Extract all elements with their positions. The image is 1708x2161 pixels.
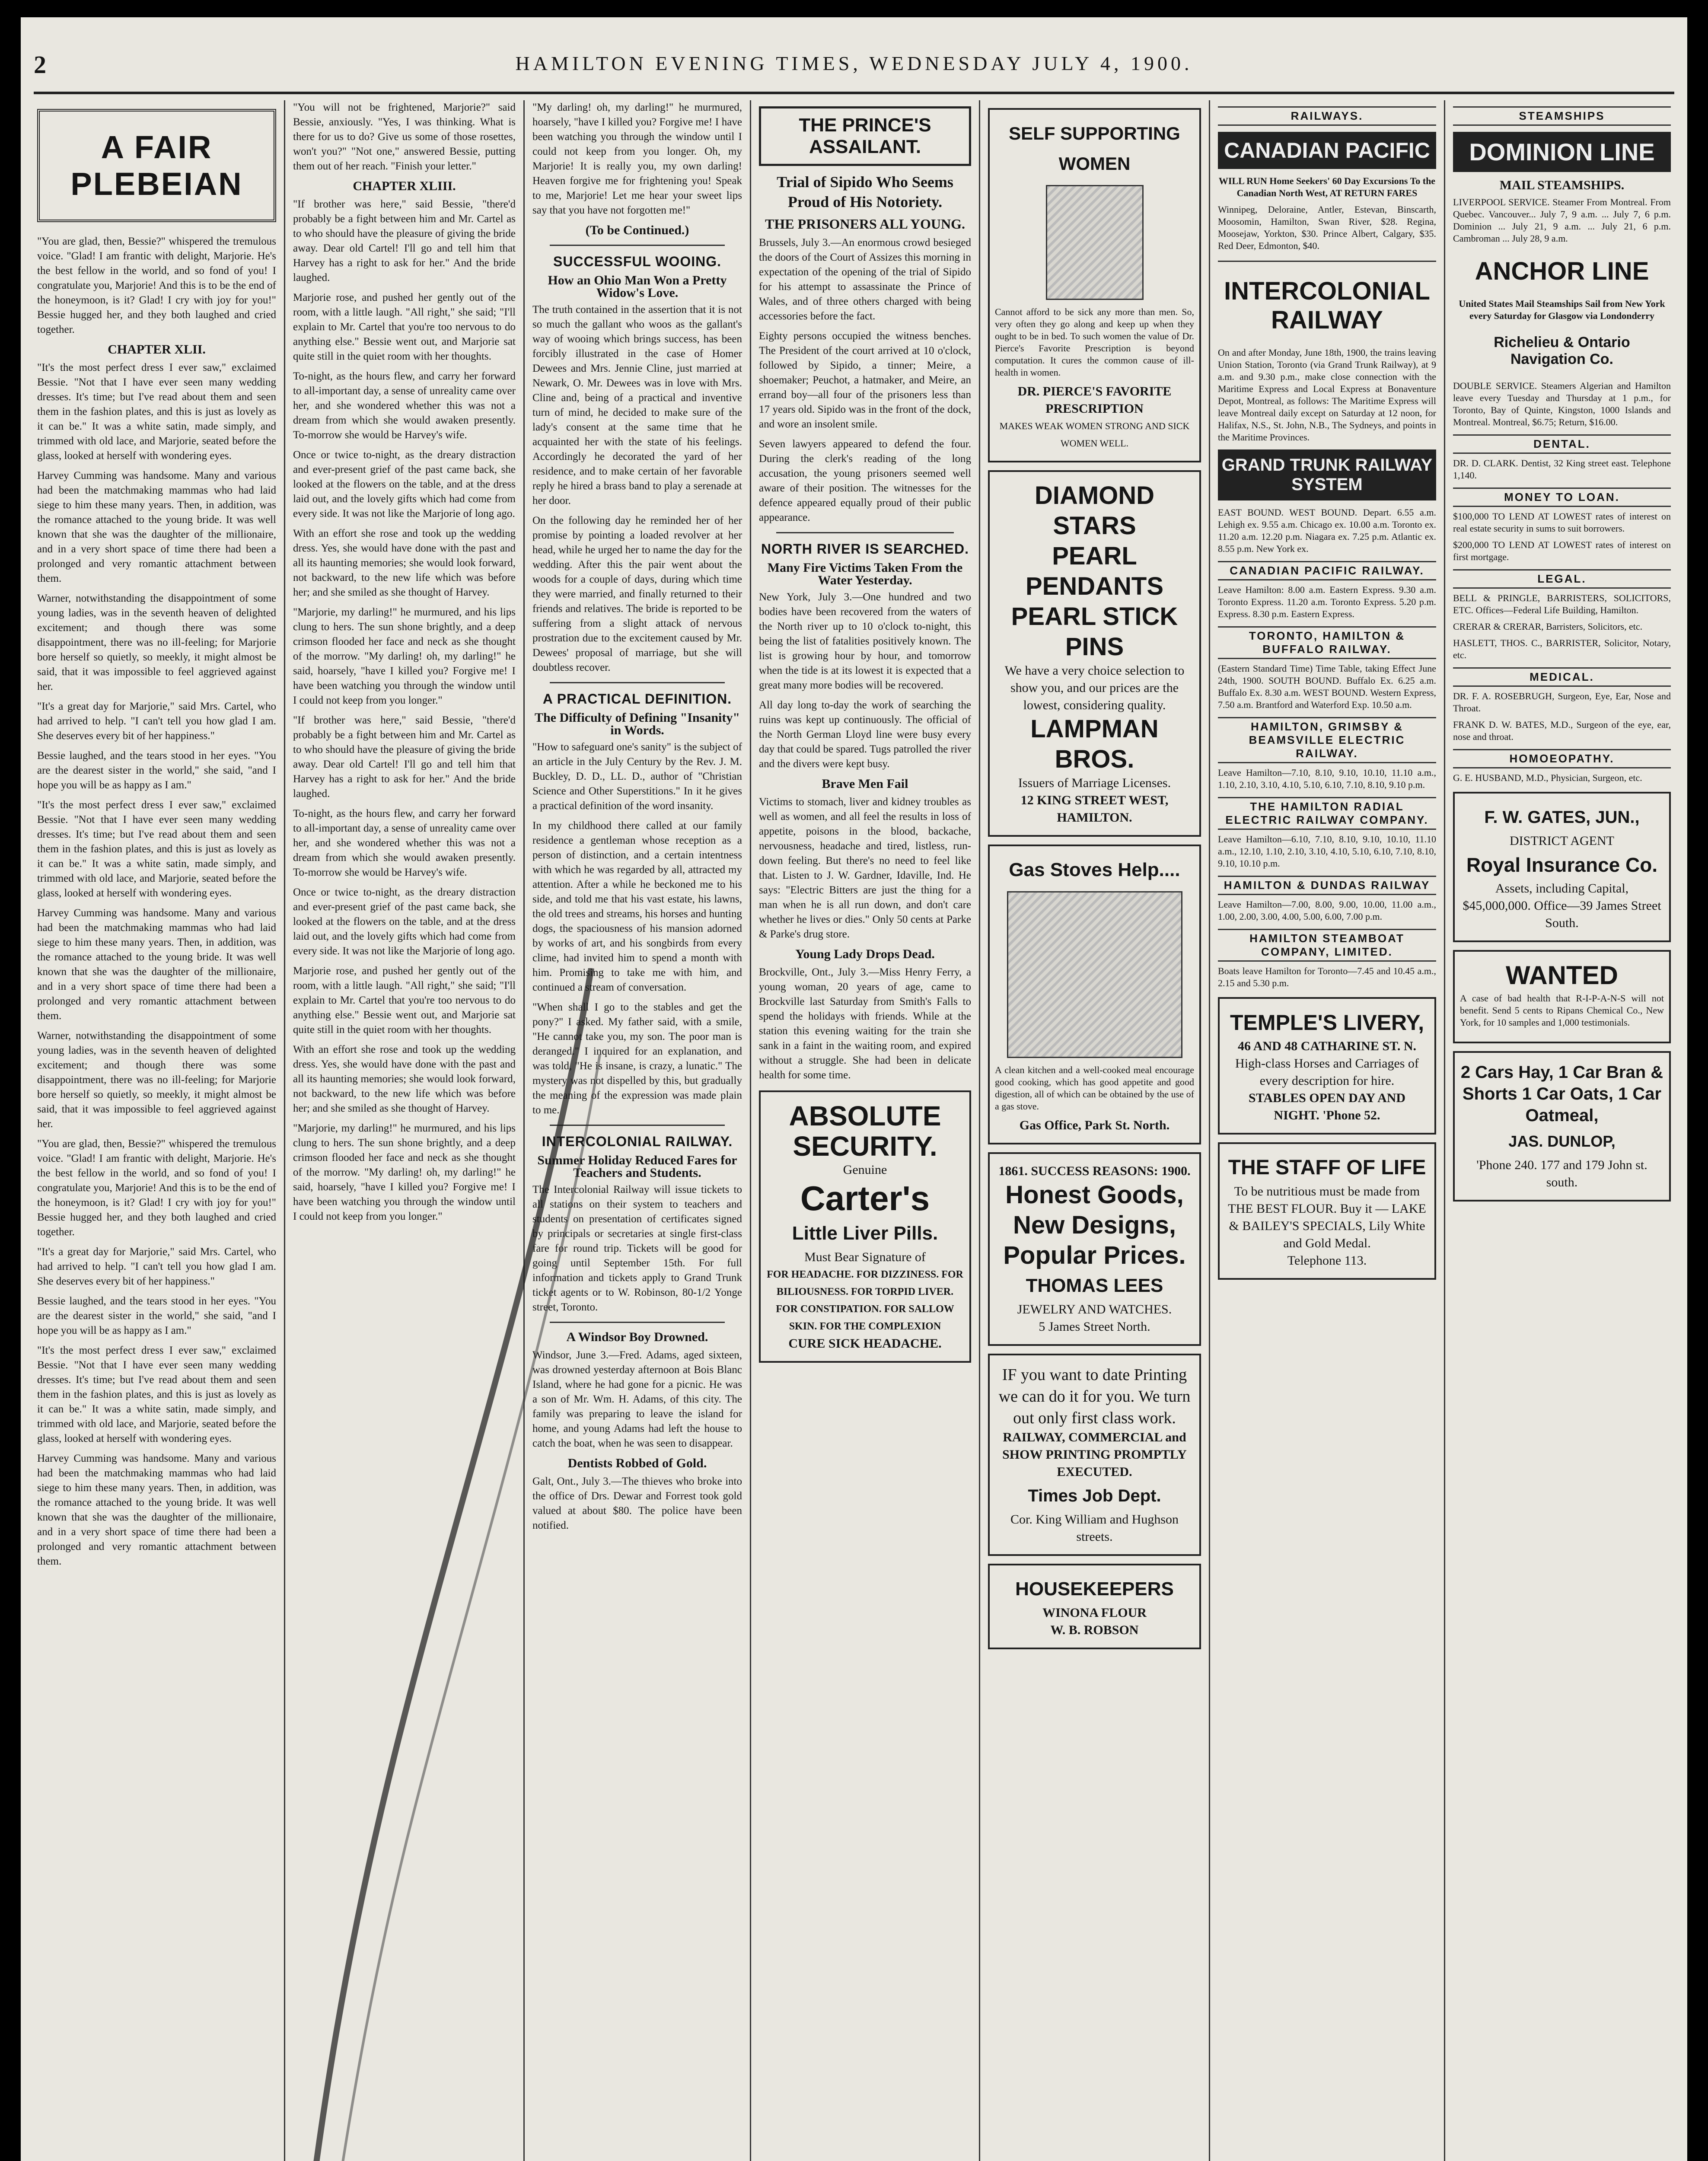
ad-title: HOUSEKEEPERS [1015,1578,1174,1600]
column-6 [1210,100,1445,2161]
listing: DOUBLE SERVICE. Steamers Algerian and Hamilton leave every Tuesday and Thursday at 1 p.m., for Toronto, Bay of Quinte, Kingston, 1000 Islands and Montreal. Montreal, $6.75; Return, $16.00. [1453,380,1671,427]
to-be-continued: (To be Continued.) [585,223,689,237]
article-subhead: THE PRISONERS ALL YOUNG. [765,216,965,232]
woman-illustration-icon [1046,185,1144,300]
paragraph: "If brother was here," said Bessie, "there'd probably be a fight between him and Mr. Cartel as to who should have the pleasure of giving the bride away. Dear old Cartel! I'll go and tell him that Harvey has a right to ask for her." And the bride laughed. [293,198,516,284]
ad-years: 1861. SUCCESS REASONS: 1900. [998,1164,1191,1178]
listing: Winnipeg, Deloraine, Antler, Estevan, Binscarth, Moosomin, Hamilton, Swan River, $28. Regina, Moosejaw, Yorkton, $30. Prince Albert, Calgary, $35. Red Deer, Edmonton, $40. [1218,204,1436,251]
royal-insurance-ad [1453,792,1671,942]
ad-line: Must Bear Signature of [804,1250,926,1264]
winona-flour-ad [988,1564,1201,1649]
paragraph: In my childhood there called at our family residence a gentleman whose reception as a person of distinction, and a certain intentness with which he was regarded by all, attracted my attention. After a while he beckoned me to his side, and told me that his vast estate, his lawns, the old trees and streams, his horses and hunting dogs, the spaciousness of his mansion adorned by works of art, and his songbirds from every clime, had invited him to spend a month with him. Promising to take me with him, and continued a stream of conversation. [532,820,742,993]
listing: BELL & PRINGLE, BARRISTERS, SOLICITORS, ETC. Offices—Federal Life Building, Hamilton. [1453,593,1671,615]
paragraph: Once or twice to-night, as the dreary distraction and ever-present grief of the past came back, she looked at the flowers on the table, and at the dress laid out, and the lovely gifts which had come from every side. It was not like the Marjorie of long ago. [293,449,516,520]
divider [550,682,725,683]
listing: Leave Hamilton—7.10, 8.10, 9.10, 10.10, 11.10 a.m., 1.10, 2.10, 3.10, 4.10, 5.10, 6.10, 7.10, 8.10, 9.10 p.m. [1218,767,1436,790]
paragraph: Harvey Cumming was handsome. Many and various had been the matchmaking mammas who had laid siege to him these many years. Then, in addition, was the romance attached to the young bride. It was well known that she was the daughter of the millionaire, and in a very short space of time there had been a prolonged and very romantic attachment between them. [37,470,276,584]
temples-livery-ad [1218,997,1436,1135]
times-printing-ad [988,1354,1201,1556]
column-4 [751,100,980,2161]
article-subhead: Many Fire Victims Taken From the Water Yesterday. [767,561,963,587]
listing: United States Mail Steamships Sail from New York every Saturday for Glasgow via Londonderry [1459,298,1665,321]
listing: $200,000 TO LEND AT LOWEST rates of interest on first mortgage. [1453,539,1671,562]
listing: EAST BOUND. WEST BOUND. Depart. 6.55 a.m. Lehigh ex. 9.55 a.m. Chicago ex. 10.00 a.m. Toronto ex. 11.20 a.m. 12.20 p.m. Niagara ex. 7.25 p.m. Atlantic ex. 8.55 p.m. New York ex. [1218,507,1436,554]
column-7 [1445,100,1679,2161]
ad-title: WANTED [1506,961,1618,990]
railway-title: HAMILTON STEAMBOAT COMPANY, LIMITED. [1218,929,1436,962]
lampman-jewelry-ad [988,470,1201,837]
paragraph: With an effort she rose and took up the wedding dress. Yes, she would have done with the past and all its haunting memories; she would look forward, not backward, to the new life which was before her; and she smiled as she thought of Harvey. [293,1044,516,1114]
story-title: A FAIR PLEBEIAN [37,109,276,222]
paragraph: To-night, as the hours flew, and carry her forward to all-important day, a sense of unreality came over her, and she wondered whether this was not a dream from which she would awaken presently. To-morrow she would be Harvey's wife. [293,808,516,878]
ad-line: Honest Goods, [1005,1181,1184,1209]
paragraph: To-night, as the hours flew, and carry her forward to all-important day, a sense of unreality came over her, and she wondered whether this was not a dream from which she would awaken presently. To-morrow she would be Harvey's wife. [293,370,516,441]
listing: WILL RUN Home Seekers' 60 Day Excursions To the Canadian North West, AT RETURN FARES [1218,175,1436,198]
page-number: 2 [34,51,46,79]
paragraph: Warner, notwithstanding the disappointment of some young ladies, was in the seventh heaven of delighted excitement; and though there was some disappointment, there was no ill-feeling; for Marjorie bore herself so quietly, so meekly, it might almost be said, that it was impossible to feel aggrieved against her. [37,1030,276,1130]
listing: CRERAR & CRERAR, Barristers, Solicitors, etc. [1453,621,1643,632]
paragraph: Marjorie rose, and pushed her gently out of the room, with a little laugh. "All right," she said; "I'll explain to Mr. Cartel that you're too nervous to do anything else." Bessie went out, and Marjorie sat quite still in the quiet room with her thoughts. [293,965,516,1036]
listing: Leave Hamilton—6.10, 7.10, 8.10, 9.10, 10.10, 11.10 a.m., 12.10, 1.10, 2.10, 3.10, 4.10, 5.10, 6.10, 7.10, 8.10, 9.10, 10.10 p.m. [1218,834,1436,869]
ad-sub: WINONA FLOUR [1042,1606,1147,1620]
ad-line: SECURITY. [793,1131,937,1162]
paragraph: "How to safeguard one's sanity" is the subject of an article in the July Century by the Rev. J. M. Buckley, D. D., LL. D., author of "Christian Science and Other Superstitions." In it he gives a practical definition of the word insanity. [532,741,742,812]
paragraph: Bessie laughed, and the tears stood in her eyes. "You are the dearest sister in the world," she said, "and I hope you will be as happy as I am." [37,750,276,791]
paragraph: New York, July 3.—One hundred and two bodies have been recovered from the waters of the North river up to 10 o'clock to-night, this being the list of fatalities positively known. The list is growing hour by hour, and tomorrow when the tide is at its lowest it is expected that a great many more bodies will be recovered. [759,591,971,691]
masthead: HAMILTON EVENING TIMES, WEDNESDAY JULY 4, 1900. [515,52,1193,74]
ad-text: A clean kitchen and a well-cooked meal encourage good cooking, which has good appetite and good digestion, all of which can be obtained by the use of a gas stove. [995,1065,1194,1112]
paragraph: Windsor, June 3.—Fred. Adams, aged sixteen, was drowned yesterday afternoon at Bois Blanc Island, where he had gone for a picnic. He was a son of Mr. Wm. H. Adams, of this city. The family was preparing to leave the island for home, and young Adams had left the house to catch the boat, when he was seen to disappear. [532,1349,742,1449]
paragraph: "If brother was here," said Bessie, "there'd probably be a fight between him and Mr. Cartel as to who should have the pleasure of giving the bride away. Dear old Cartel! I'll go and tell him that Harvey has a right to ask for her." And the bride laughed. [293,714,516,800]
chapter-heading: CHAPTER XLII. [108,342,206,357]
richelieu-title: Richelieu & Ontario Navigation Co. [1494,334,1630,367]
article-headline: A Windsor Boy Drowned. [566,1330,708,1344]
divider [776,532,954,533]
pierce-prescription-ad [988,108,1201,462]
dominion-line-banner: DOMINION LINE [1453,132,1671,172]
ad-footer: DR. PIERCE'S FAVORITE PRESCRIPTION [1017,384,1172,416]
column-2 [285,100,525,2161]
listing: DR. D. CLARK. Dentist, 32 King street east. Telephone 1,140. [1453,458,1671,481]
ad-line: ABSOLUTE [789,1100,941,1131]
paragraph: Brussels, July 3.—An enormous crowd besieged the doors of the Court of Assizes this morning in expectation of the opening of the trial of Sipido for his attempt to assassinate the Prince of Wales, and of three others charged with being accessories before the fact. [759,237,971,322]
ad-firm: W. B. ROBSON [1050,1623,1139,1637]
paragraph: The truth contained in the assertion that it is not so much the gallant who woos as the gallant's way of wooing which brings success, has been forcibly illustrated in the case of Homer Dewees and Mrs. Jennie Cline, just married at Newark, O. Mr. Dewees was in love with Mrs. Cline and, being of a practical and inventive turn of mind, he decided to make sure of the lady's consent at the same time that he acquainted her with the state of his feelings. Accordingly he decorated the yard of her residence, and to make certain of her favorable reply he hired a brass band to play a serenade at her door. [532,304,742,507]
listing: HASLETT, THOS. C., BARRISTER, Solicitor, Notary, etc. [1453,637,1671,660]
ad-footer: Gas Office, Park St. North. [1019,1118,1170,1132]
article-headline: Young Lady Drops Dead. [795,947,935,961]
ad-footer: STABLES OPEN DAY AND NIGHT. 'Phone 52. [1248,1091,1406,1122]
ad-sub: MAIL STEAMSHIPS. [1499,178,1625,192]
paragraph: "Marjorie, my darling!" he murmured, and his lips clung to hers. The sun shone brightly, and a deep crimson flooded her face and neck as she thought of the morrow. "My darling! oh, my darling!" he said, hoarsely, "have I killed you? Forgive me! I have been watching you through the window until I could not keep from you longer." [293,1122,516,1222]
paragraph: "It's the most perfect dress I ever saw," exclaimed Bessie. "Not that I have ever seen many wedding dresses. It's time; but I've read about them and seen them in the fashion plates, and this is just as lovely as it can be." It was a white satin, made simply, and trimmed with old lace, and Marjorie, seated before the glass, looked at herself with wondering eyes. [37,1345,276,1444]
paragraph: Harvey Cumming was handsome. Many and various had been the matchmaking mammas who had laid siege to him these many years. Then, in addition, was the romance attached to the young bride. It was well known that she was the daughter of the millionaire, and in a very short space of time there had been a prolonged and very romantic attachment between them. [37,1453,276,1567]
ad-address: 12 KING STREET WEST, HAMILTON. [1020,793,1169,825]
column-3 [525,100,751,2161]
paragraph: "You are glad, then, Bessie?" whispered the tremulous voice. "Glad! I am frantic with delight, Marjorie. He's the best fellow in the world, and so fond of you! I congratulate you, Marjorie! And this is to be the end of the honeymoon, is it? Glad! I cry with joy for you!" Bessie hugged her, and they both laughed and cried together. [37,236,276,335]
ad-line: PEARL PENDANTS [1025,542,1164,600]
paragraph: "It's the most perfect dress I ever saw," exclaimed Bessie. "Not that I have ever seen many wedding dresses. It's time; but I've read about them and seen them in the fashion plates, and this is just as lovely as it can be." It was a white satin, made simply, and trimmed with old lace, and Marjorie, seated before the glass, looked at herself with wondering eyes. [37,362,276,462]
ad-address: 'Phone 240. 177 and 179 John st. south. [1476,1158,1647,1189]
ad-sub: Issuers of Marriage Licenses. [1018,776,1171,790]
ad-line: PEARL STICK PINS [1011,602,1178,661]
listing: DR. F. A. ROSEBRUGH, Surgeon, Eye, Ear, Nose and Throat. [1453,691,1671,714]
ad-text: IF you want to date Printing we can do it for you. We turn out only first class work. [998,1366,1191,1427]
section-label: MONEY TO LOAN. [1453,488,1671,507]
listing: FRANK D. W. BATES, M.D., Surgeon of the eye, ear, nose and throat. [1453,719,1671,742]
canadian-pacific-banner: CANADIAN PACIFIC [1218,132,1436,169]
column-1 [29,100,285,2161]
divider [550,1125,725,1126]
paragraph: Galt, Ont., July 3.—The thieves who broke into the office of Drs. Dewar and Forrest took gold valued at about $80. The police have been notified. [532,1476,742,1531]
listing: Boats leave Hamilton for Toronto—7.45 and 10.45 a.m., 2.15 and 5.30 p.m. [1218,966,1436,988]
ad-text: We have a very choice selection to show you, and our prices are the lowest, considering quality. [1004,663,1185,712]
railway-title: THE HAMILTON RADIAL ELECTRIC RAILWAY COMPANY. [1218,797,1436,830]
paragraph: The Intercolonial Railway will issue tickets to all stations on their system to teachers and students on presentation of certificates signed by principals or secretaries at single first-class fare for round trip. Tickets will be good for going until September 15th. For full information and tickets apply to Grand Trunk ticket agents or to W. Robinson, 80-1/2 Yonge street, Toronto. [532,1184,742,1313]
chapter-heading: CHAPTER XLIII. [353,179,456,193]
ad-caps: RAILWAY, COMMERCIAL and SHOW PRINTING PROMPTLY EXECUTED. [1002,1430,1187,1479]
divider [550,1322,725,1323]
paragraph: Seven lawyers appeared to defend the four. During the clerk's reading of the long accusation, the young prisoners seemed well aware of their position. The witnesses for the defence appeared equally proud of their public appearance. [759,438,971,523]
paragraph: Harvey Cumming was handsome. Many and various had been the matchmaking mammas who had laid siege to him these many years. Then, in addition, was the romance attached to the young bride. It was well known that she was the daughter of the millionaire, and in a very short space of time there had been a prolonged and very romantic attachment between them. [37,907,276,1022]
paragraph: "When shall I go to the stables and get the pony?" I asked. My father said, with a smile, "He cannot take you, my son. The poor man is deranged." I inquired for an explanation, and was told, "He is insane, is crazy, a lunatic." The mystery was not dispelled by this, but gradually the meaning of the expression was made plain to me. [532,1001,742,1116]
ad-footer: Telephone 113. [1287,1253,1367,1268]
intercolonial-title: INTERCOLONIAL RAILWAY [1224,277,1430,334]
ad-title: THE STAFF OF LIFE [1228,1156,1426,1179]
paragraph: Once or twice to-night, as the dreary distraction and ever-present grief of the past came back, she looked at the flowers on the table, and at the dress laid out, and the lovely gifts which had come from every side. It was not like the Marjorie of long ago. [293,886,516,957]
railway-title: HAMILTON, GRIMSBY & BEAMSVILLE ELECTRIC RAILWAY. [1218,717,1436,763]
ad-line: New Designs, [1013,1211,1176,1239]
paragraph: All day long to-day the work of searching the ruins was kept up continuously. The official of the North German Lloyd line were busy every day that could be spared. Tugs patrolled the river and the divers were kept busy. [759,699,971,770]
carters-pills-ad [759,1090,971,1363]
paragraph: Marjorie rose, and pushed her gently out of the room, with a little laugh. "All right," she said; "I'll explain to Mr. Cartel that you're too nervous to do anything else." Bessie went out, and Marjorie sat quite still in the quiet room with her thoughts. [293,292,516,362]
ad-text: Cannot afford to be sick any more than men. So, very often they go along and keep up when they ought to be in bed. To such women the value of Dr. Pierce's Favorite Prescription is beyond computation. It cures the common cause of ill-health in women. [995,306,1194,378]
staff-of-life-ad [1218,1142,1436,1280]
article-headline: Brave Men Fail [822,777,908,791]
ad-title: 2 Cars Hay, 1 Car Bran & Shorts 1 Car Oats, 1 Car Oatmeal, [1460,1063,1663,1125]
railway-title: HAMILTON & DUNDAS RAILWAY [1218,876,1436,895]
ad-address: Cor. King William and Hughson streets. [1010,1512,1179,1544]
paragraph: "It's the most perfect dress I ever saw," exclaimed Bessie. "Not that I have ever seen many wedding dresses. It's time; but I've read about them and seen them in the fashion plates, and this is just as lovely as it can be." It was a white satin, made simply, and trimmed with old lace, and Marjorie, seated before the glass, looked at herself with wondering eyes. [37,799,276,899]
article-headline: SUCCESSFUL WOOING. [553,254,721,269]
listing: LIVERPOOL SERVICE. Steamer From Montreal. From Quebec. Vancouver... July 7, 9 a.m. ... July 7, 6 p.m. Dominion ... July 21, 9 a.m. ... July 21, 6 p.m. Cambroman ... July 28, 9 a.m. [1453,197,1671,244]
railway-title: TORONTO, HAMILTON & BUFFALO RAILWAY. [1218,626,1436,659]
listing: G. E. HUSBAND, M.D., Physician, Surgeon, etc. [1453,772,1642,783]
ad-line: DIAMOND STARS [1034,481,1155,540]
article-headline: Dentists Robbed of Gold. [567,1456,707,1470]
ad-title: F. W. GATES, JUN., [1484,808,1640,827]
listing: Leave Hamilton—7.00, 8.00, 9.00, 10.00, 11.00 a.m., 1.00, 2.00, 3.00, 4.00, 5.00, 6.00, 7.00 p.m. [1218,899,1436,922]
listing: On and after Monday, June 18th, 1900, the trains leaving Union Station, Toronto (via Grand Trunk Railway), at 9 a.m. and 9.30 p.m., make close connection with the Maritime Express and Local Express at Bonaventure Depot, Montreal, as follows: The Maritime Express will leave Montreal daily except on Saturday at 12 noon, for Halifax, N.S., St. John, N.B., The Sydneys, and points in the Maritime Provinces. [1218,347,1436,443]
ad-text: To be nutritious must be made from THE BEST FLOUR. Buy it — LAKE & BAILEY'S SPECIALS, Lily White and Gold Medal. [1228,1184,1426,1250]
ad-line: FOR HEADACHE. FOR DIZZINESS. FOR BILIOUSNESS. FOR TORPID LIVER. FOR CONSTIPATION. FOR SALLOW SKIN. FOR THE COMPLEXION [767,1269,963,1332]
listing: $100,000 TO LEND AT LOWEST rates of interest on real estate security in sums to suit borrowers. [1453,511,1671,534]
ad-line: Genuine [843,1163,887,1177]
section-label: MEDICAL. [1453,667,1671,687]
ad-address: 46 AND 48 CATHARINE ST. N. [1237,1039,1417,1053]
ad-sub: JEWELRY AND WATCHES. [1017,1302,1172,1316]
article-subhead: Summer Holiday Reduced Fares for Teachers and Students. [537,1153,737,1180]
ad-firm: Times Job Dept. [1028,1486,1161,1505]
article-subhead: Trial of Sipido Who Seems Proud of His Notoriety. [777,173,953,210]
paragraph: "Marjorie, my darling!" he murmured, and his lips clung to hers. The sun shone brightly, and a deep crimson flooded her face and neck as she thought of the morrow. "My darling! oh, my darling!" he said, hoarsely, "have I killed you? Forgive me! I have been watching you through the window until I could not keep from you longer." [293,606,516,706]
article-headline: INTERCOLONIAL RAILWAY. [542,1134,733,1149]
section-label: STEAMSHIPS [1453,106,1671,126]
listing: (Eastern Standard Time) Time Table, taking Effect June 24th, 1900. SOUTH BOUND. Buffalo Ex. 6.25 a.m. Buffalo Ex. 8.30 a.m. WEST BOUND. Western Express, 7.50 a.m. Brantford and Waterford Exp. 10.50 a.m. [1218,663,1436,710]
grand-trunk-banner: GRAND TRUNK RAILWAY SYSTEM [1218,449,1436,500]
page-header [34,44,1674,94]
paragraph: "My darling! oh, my darling!" he murmured, hoarsely, "have I killed you? Forgive me! I have been watching you through the window until I could not keep from you longer. Oh, my Marjorie! It is really you, my own darling! Heaven forgive me for frightening you! Speak to me, Marjorie! Let me hear your sweet lips say that you have not forgotten me!" [532,102,742,216]
ad-text: A case of bad health that R-I-P-A-N-S will not benefit. Send 5 cents to Ripans Chemical Co., New York, for 10 samples and 1,000 testimonials. [1460,993,1664,1028]
paragraph: "It's a great day for Marjorie," said Mrs. Cartel, who had arrived to help. "I can't tell you how glad I am. She deserves every bit of her happiness." [37,1246,276,1287]
divider [1218,261,1436,262]
ad-title: TEMPLE'S LIVERY, [1230,1010,1424,1035]
section-label: DENTAL. [1453,434,1671,454]
ad-text: Assets, including Capital, $45,000,000. Office—39 James Street South. [1463,881,1661,930]
ad-address: 5 James Street North. [1039,1320,1150,1334]
anchor-line-title: ANCHOR LINE [1475,257,1649,285]
section-label: LEGAL. [1453,569,1671,589]
ad-tagline: MAKES WEAK WOMEN STRONG AND SICK WOMEN WELL. [999,421,1190,449]
paragraph: Eighty persons occupied the witness benches. The President of the court arrived at 10 o'clock, followed by Sipido, a tinner; Meire, a shoemaker; Peuchot, a hatmaker, and Meire, an errand boy—all four of the prisoners less than 17 years old. Sipido was in the front of the dock, and wore an insolent smile. [759,330,971,430]
paragraph: Warner, notwithstanding the disappointment of some young ladies, was in the seventh heaven of delighted excitement; and though there was some disappointment, there was no ill-feeling; for Marjorie bore herself so quietly, so meekly, it might almost be said, that it was impossible to feel aggrieved against her. [37,593,276,692]
ad-line: Little Liver Pills. [792,1223,938,1244]
ad-text: High-class Horses and Carriages of every description for hire. [1235,1056,1419,1088]
ad-firm: Royal Insurance Co. [1466,854,1658,876]
ad-firm: LAMPMAN BROS. [1030,715,1159,773]
article-headline: A PRACTICAL DEFINITION. [542,691,732,707]
newspaper-page [21,17,1687,2161]
ad-line: Popular Prices. [1003,1241,1186,1269]
section-label: HOMOEOPATHY. [1453,749,1671,768]
dunlop-feed-ad [1453,1051,1671,1202]
paragraph: Brockville, Ont., July 3.—Miss Henry Ferry, a young woman, 20 years of age, came to Brockville last Saturday from Smith's Falls to spend the holidays with friends. While at the station this evening waiting for the train she sank in a faint in the waiting room, and expired without a struggle. She had been in delicate health for some time. [759,966,971,1081]
gas-stoves-ad [988,845,1201,1144]
paragraph: With an effort she rose and took up the wedding dress. Yes, she would have done with the past and all its haunting memories; she would look forward, not backward, to the new life which was before her; and she smiled as she thought of Harvey. [293,528,516,598]
divider [550,245,725,246]
cook-illustration-icon [1007,891,1182,1058]
ad-line: CURE SICK HEADACHE. [788,1336,942,1351]
article-headline: NORTH RIVER IS SEARCHED. [761,541,969,557]
paragraph: "You are glad, then, Bessie?" whispered the tremulous voice. "Glad! I am frantic with delight, Marjorie. He's the best fellow in the world, and so fond of you! I congratulate you, Marjorie! And this is to be the end of the honeymoon, is it? Glad! I cry with joy for you!" Bessie hugged her, and they both laughed and cried together. [37,1138,276,1238]
paragraph: "You will not be frightened, Marjorie?" said Bessie, anxiously. "Yes, I was thinking. What is there for us to do? Give us some of those rosettes, won't you?" "Not one," answered Bessie, putting them out of her reach. "Finish your letter." [293,102,516,172]
paragraph: "It's a great day for Marjorie," said Mrs. Cartel, who had arrived to help. "I can't tell you how glad I am. She deserves every bit of her happiness." [37,701,276,742]
article-subhead: The Difficulty of Defining "Insanity" in Words. [534,711,740,737]
ad-firm: THOMAS LEES [1026,1275,1163,1296]
section-label: RAILWAYS. [1218,106,1436,126]
ad-title: Gas Stoves Help.... [1009,859,1180,880]
ad-title: SELF SUPPORTING WOMEN [1009,123,1180,174]
article-headline: THE PRINCE'S ASSAILANT. [759,106,971,166]
wanted-ad [1453,950,1671,1043]
ad-line: Carter's [800,1179,930,1218]
paragraph: Victims to stomach, liver and kidney troubles as well as women, and all feel the results in loss of appetite, poisons in the blood, backache, nervousness, headache and tired, listless, run-down feeling. But there's no need to feel like that. Listen to J. W. Gardner, Idaville, Ind. He says: "Electric Bitters are just the thing for a man when he is all run down, and don't care whether he lives or dies." Only 50 cents at Parke & Parke's drug store. [759,796,971,940]
article-subhead: How an Ohio Man Won a Pretty Widow's Love. [548,273,727,300]
listing: Leave Hamilton: 8.00 a.m. Eastern Express. 9.30 a.m. Toronto Express. 11.20 a.m. Toronto Express. 5.20 p.m. Express. 8.30 p.m. Eastern Express. [1218,584,1436,619]
ad-firm: JAS. DUNLOP, [1508,1132,1616,1150]
column-5 [980,100,1210,2161]
paragraph: Bessie laughed, and the tears stood in her eyes. "You are the dearest sister in the world," she said, "and I hope you will be as happy as I am." [37,1295,276,1336]
thomas-lees-ad [988,1152,1201,1346]
railway-title: CANADIAN PACIFIC RAILWAY. [1218,561,1436,580]
paragraph: On the following day he reminded her of her promise by pointing a loaded revolver at her head, while he urged her to name the day for the wedding. After this the pair went about the woods for a couple of days, during which time they were married, and finally returned to their friends and relatives. The bride is reported to be suffering from a slight attack of nervous prostration due to the excitement caused by Mr. Dewees' proposal of marriage, but she will doubtless recover. [532,515,742,673]
ad-sub: DISTRICT AGENT [1510,834,1614,848]
